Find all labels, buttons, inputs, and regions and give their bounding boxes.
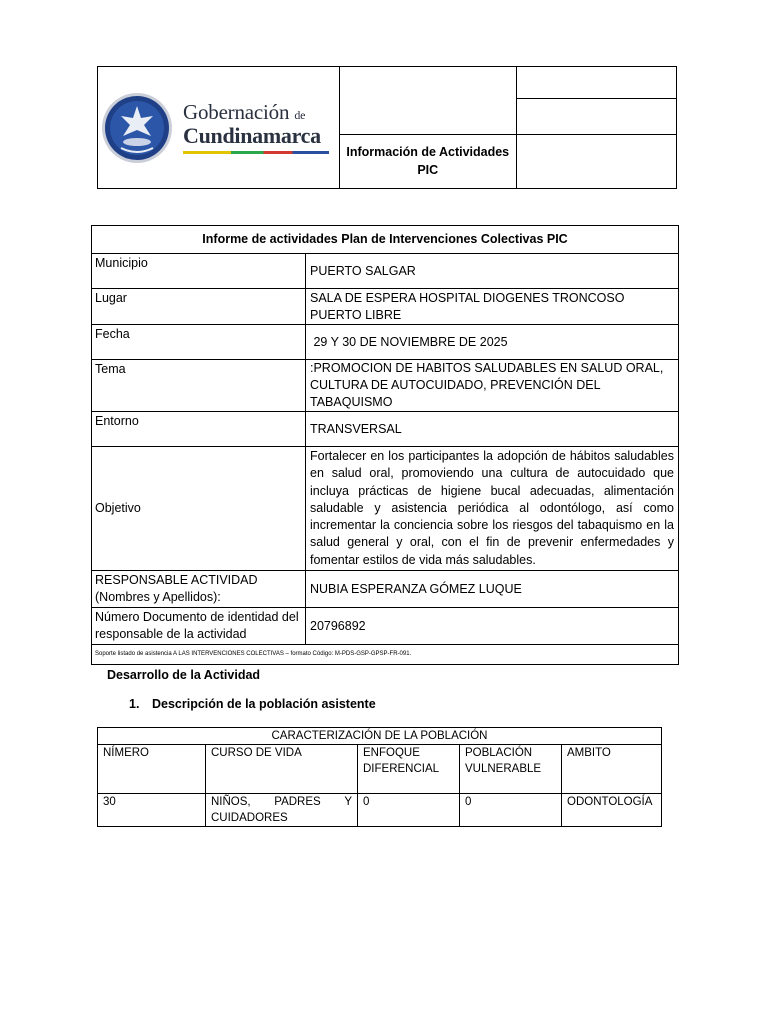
value-responsable: NUBIA ESPERANZA GÓMEZ LUQUE [306, 571, 679, 608]
subsection-title: 1. Descripción de la población asistente [129, 697, 376, 711]
document-title-cell [339, 135, 516, 189]
cell-curso-vida: NIÑOS, PADRES Y CUIDADORES [206, 794, 358, 827]
gobernacion-logo [98, 67, 339, 188]
table-row [98, 794, 662, 827]
label-entorno: Entorno [92, 412, 306, 447]
cell-enfoque: 0 [358, 794, 460, 827]
logo-text-line2: Cundinamarca [183, 122, 321, 148]
header-blank-cell [339, 67, 516, 135]
label-lugar: Lugar [92, 289, 306, 325]
header-enfoque: ENFOQUE DIFERENCIAL [358, 745, 460, 794]
attendance-note: Soporte listado de asistencia A LAS INTERVENCIONES COLECTIVAS – formato Código: M-PDS-GSP-GPSP-FR-091. [92, 645, 679, 665]
label-municipio: Municipio [92, 254, 306, 289]
document-title: Información de Actividades PIC [346, 145, 510, 177]
header-date-cell [516, 135, 676, 189]
label-objetivo: Objetivo [92, 447, 306, 571]
population-table [97, 727, 662, 827]
header-vulnerable: POBLACIÓN VULNERABLE [460, 745, 562, 794]
label-tema: Tema [92, 360, 306, 412]
logo-text-line1: Gobernación de [183, 99, 306, 124]
value-municipio: PUERTO SALGAR [306, 254, 679, 289]
document-header [97, 66, 677, 189]
value-tema: :PROMOCION DE HABITOS SALUDABLES EN SALUD ORAL, CULTURA DE AUTOCUIDADO, PREVENCIÓN DEL TABAQUISMO [306, 360, 679, 412]
cundinamarca-seal-icon [101, 92, 173, 164]
cell-vulnerable: 0 [460, 794, 562, 827]
value-lugar: SALA DE ESPERA HOSPITAL DIOGENES TRONCOSO PUERTO LIBRE [306, 289, 679, 325]
flag-stripe [183, 151, 329, 154]
header-ambito: AMBITO [562, 745, 662, 794]
label-fecha: Fecha [92, 325, 306, 360]
info-table-title: Informe de actividades Plan de Intervenciones Colectivas PIC [92, 226, 679, 254]
cell-numero: 30 [98, 794, 206, 827]
cell-ambito: ODONTOLOGÍA [562, 794, 662, 827]
label-documento: Número Documento de identidad del responsable de la actividad [92, 608, 306, 645]
logo-cell [98, 67, 340, 189]
value-entorno: TRANSVERSAL [306, 412, 679, 447]
value-fecha: 29 Y 30 DE NOVIEMBRE DE 2025 [306, 325, 679, 360]
section-title: Desarrollo de la Actividad [107, 668, 261, 682]
population-caption: CARACTERIZACIÓN DE LA POBLACIÓN [98, 728, 662, 745]
header-code-cell [516, 67, 676, 99]
header-version-cell [516, 99, 676, 135]
header-curso-vida: CURSO DE VIDA [206, 745, 358, 794]
value-objetivo: Fortalecer en los participantes la adopción de hábitos saludables en salud oral, promoviendo una cultura de autocuidado que incluya prácticas de higiene bucal adecuadas, alimentación saludable y asistencia periódica al odontólogo, así como incrementar la conciencia sobre los riesgos del tabaquismo en la salud general y oral, con el fin de prevenir enfermedades y fomentar estilos de vida más saludables. [306, 447, 679, 571]
value-documento: 20796892 [306, 608, 679, 645]
label-responsable: RESPONSABLE ACTIVIDAD (Nombres y Apellidos): [92, 571, 306, 608]
header-numero: NÍMERO [98, 745, 206, 794]
activity-info-table [91, 225, 679, 665]
